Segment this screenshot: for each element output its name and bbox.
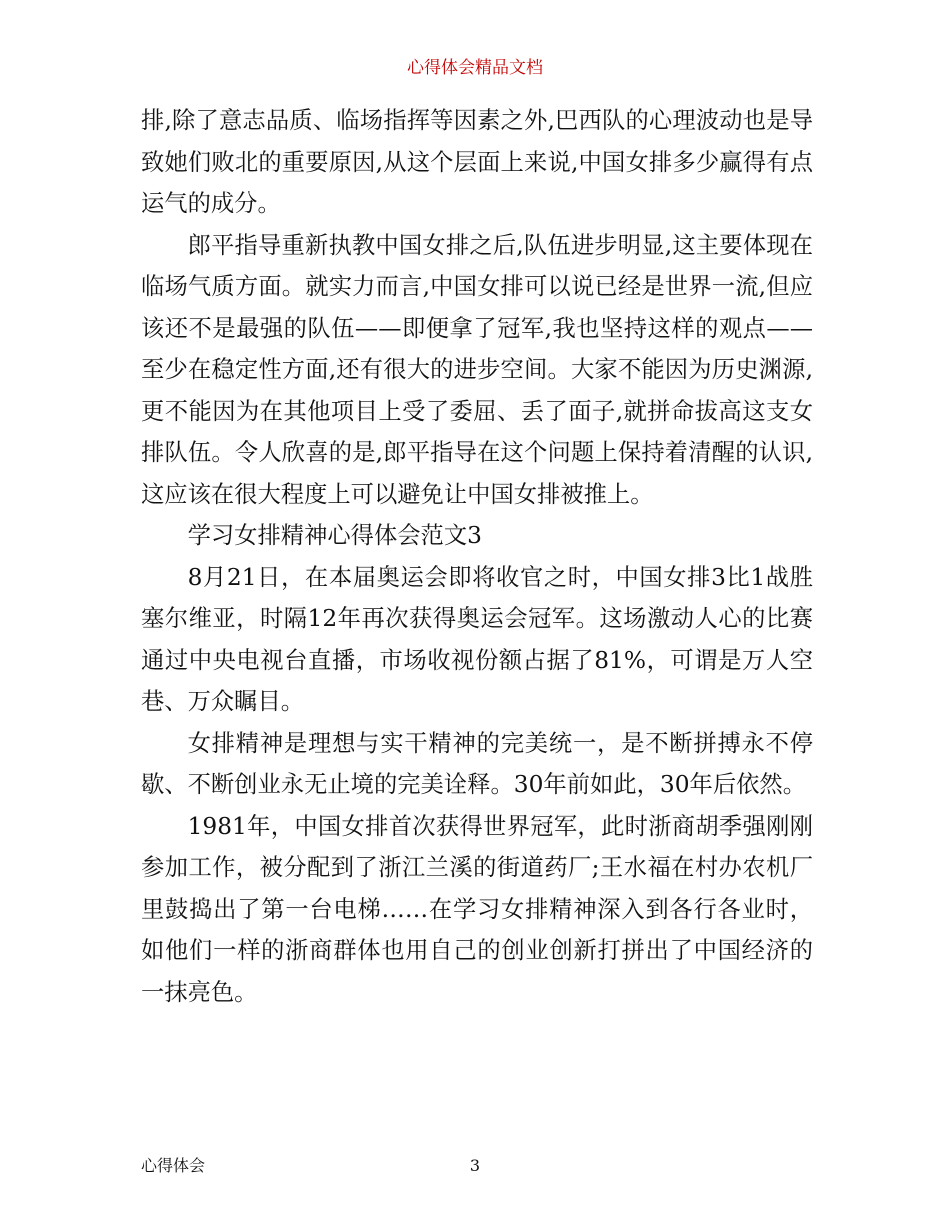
document-body: [141, 100, 813, 1013]
paragraph-langping: 郎平指导重新执教中国女排之后,队伍进步明显,这主要体现在临场气质方面。就实力而言,中国女排可以说已经是世界一流,但应该还不是最强的队伍——即便拿了冠军,我也坚持这样的观点——至少在稳定性方面,还有很大的进步空间。大家不能因为历史渊源,更不能因为在其他项目上受了委屈、丢了面子,就拼命拔高这支女排队伍。令人欣喜的是,郎平指导在这个问题上保持着清醒的认识,这应该在很大程度上可以避免让中国女排被推上。: [141, 231, 813, 508]
paragraph-1981: 1981年，中国女排首次获得世界冠军，此时浙商胡季强刚刚参加工作，被分配到了浙江兰溪的街道药厂;王水福在村办农机厂里鼓捣出了第一台电梯……在学习女排精神深入到各行各业时，如他们一样的浙商群体也用自己的创业创新打拼出了中国经济的一抹亮色。: [141, 812, 813, 1006]
page-number: 3: [469, 1156, 481, 1175]
footer-label: 心得体会: [141, 1156, 206, 1175]
paragraph-continuation: 排,除了意志品质、临场指挥等因素之外,巴西队的心理波动也是导致她们败北的重要原因,从这个层面上来说,中国女排多少赢得有点运气的成分。: [141, 107, 813, 217]
section-heading: 学习女排精神心得体会范文3: [187, 522, 482, 549]
paragraph-spirit: 女排精神是理想与实干精神的完美统一，是不断拼搏永不停歇、不断创业永无止境的完美诠释。30年前如此，30年后依然。: [141, 729, 813, 798]
document-header-title: 心得体会精品文档: [407, 58, 543, 78]
paragraph-olympic-win: 8月21日，在本届奥运会即将收官之时，中国女排3比1战胜塞尔维亚，时隔12年再次获得奥运会冠军。这场激动人心的比赛通过中央电视台直播，市场收视份额占据了81%，可谓是万人空巷、万众瞩目。: [141, 563, 813, 715]
